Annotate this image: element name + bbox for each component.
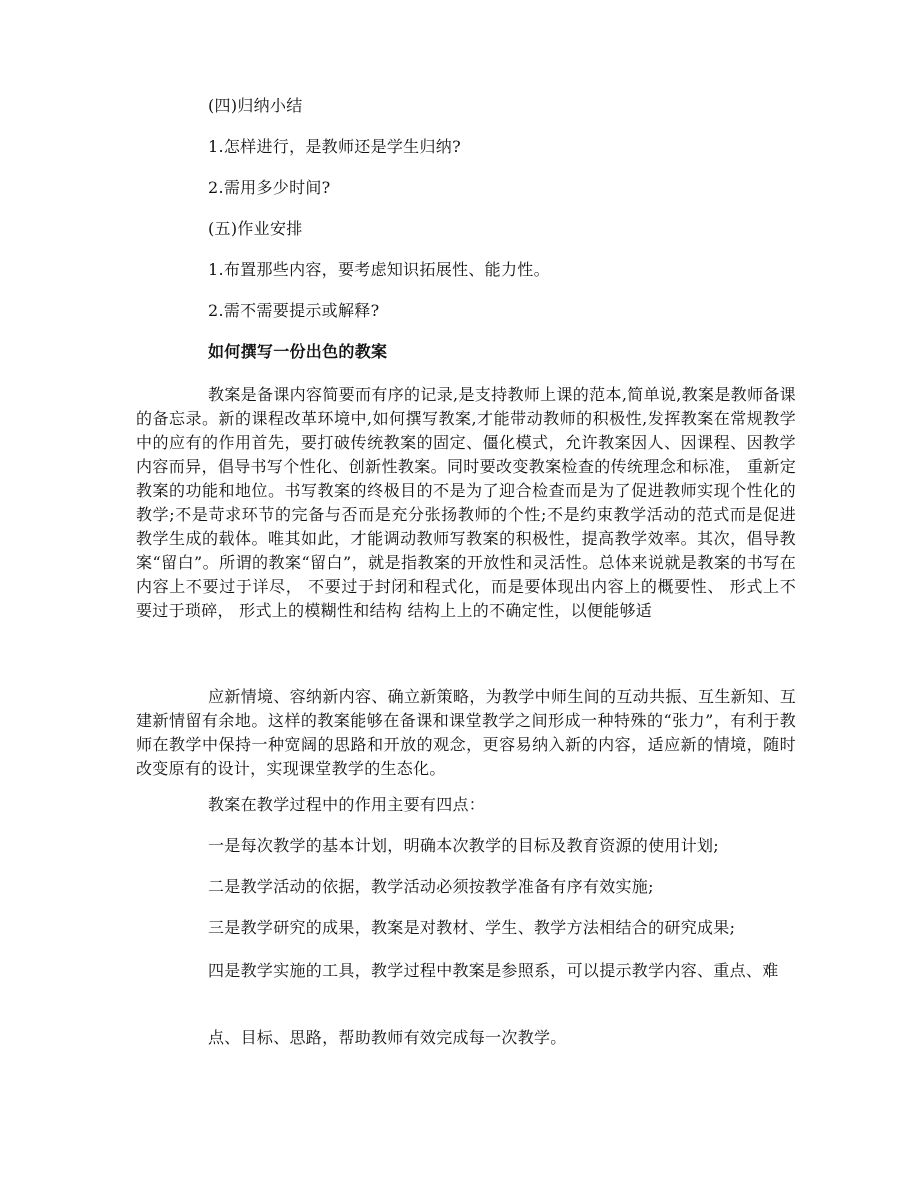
paragraph-1: 教案是备课内容简要而有序的记录,是支持教师上课的范本,简单说,教案是教师备课的备忘录。新的课程改革环境中,如何撰写教案,才能带动教师的积极性,发挥教案在常规教学中的应有的作用首先，要打破传统教案的固定、僵化模式，允许教案因人、因课程、因教学内容而异，倡导书写个性化、创新性教案。同时要改变教案检查的传统理念和标准， 重新定教案的功能和地位。书写教案的终极目的不是为了迎合检查而是为了促进教师实现个性化的教学;不是苛求环节的完备与否而是充分张扬教师的个性;不是约束教学活动的范式而是促进教学生成的载体。唯其如此，才能调动教师写教案的积极性，提高教学效率。其次，倡导教案“留白”。所谓的教案“留白”，就是指教案的开放性和灵活性。总体来说就是教案的书写在内容上不要过于详尽， 不要过于封闭和程式化，而是要体现出内容上的概要性、 形式上不要过于琐碎， 形式上的模糊性和结构 结构上上的不确定性，以便能够适 [136, 385, 796, 620]
role-1: 一是每次教学的基本计划，明确本次教学的目标及教育资源的使用计划; [208, 836, 719, 855]
section-4-item-1: 1.怎样进行，是教师还是学生归纳? [208, 137, 461, 156]
section-5-item-2: 2.需不需要提示或解释? [208, 301, 380, 320]
article-title: 如何撰写一份出色的教案 [208, 342, 388, 361]
role-2: 二是教学活动的依据，教学活动必须按教学准备有序有效实施; [208, 877, 654, 896]
section-4-title: (四)归纳小结 [208, 96, 303, 115]
role-4-continued: 点、目标、思路，帮助教师有效完成每一次教学。 [208, 1028, 567, 1047]
section-5-item-1: 1.布置那些内容，要考虑知识拓展性、能力性。 [208, 260, 550, 279]
roles-intro: 教案在教学过程中的作用主要有四点： [208, 795, 486, 814]
section-5-title: (五)作业安排 [208, 219, 303, 238]
section-4-item-2: 2.需用多少时间? [208, 178, 331, 197]
role-3: 三是教学研究的成果，教案是对教材、学生、教学方法相结合的研究成果; [208, 918, 736, 937]
paragraph-2: 应新情境、容纳新内容、确立新策略，为教学中师生间的互动共振、互生新知、互建新情留有余地。这样的教案能够在备课和课堂教学之间形成一种特殊的“张力”，有利于教师在教学中保持一种宽阔的思路和开放的观念，更容易纳入新的内容，适应新的情境，随时改变原有的设计，实现课堂教学的生态化。 [136, 687, 796, 778]
role-4: 四是教学实施的工具，教学过程中教案是参照系，可以提示教学内容、重点、难 [208, 961, 779, 980]
